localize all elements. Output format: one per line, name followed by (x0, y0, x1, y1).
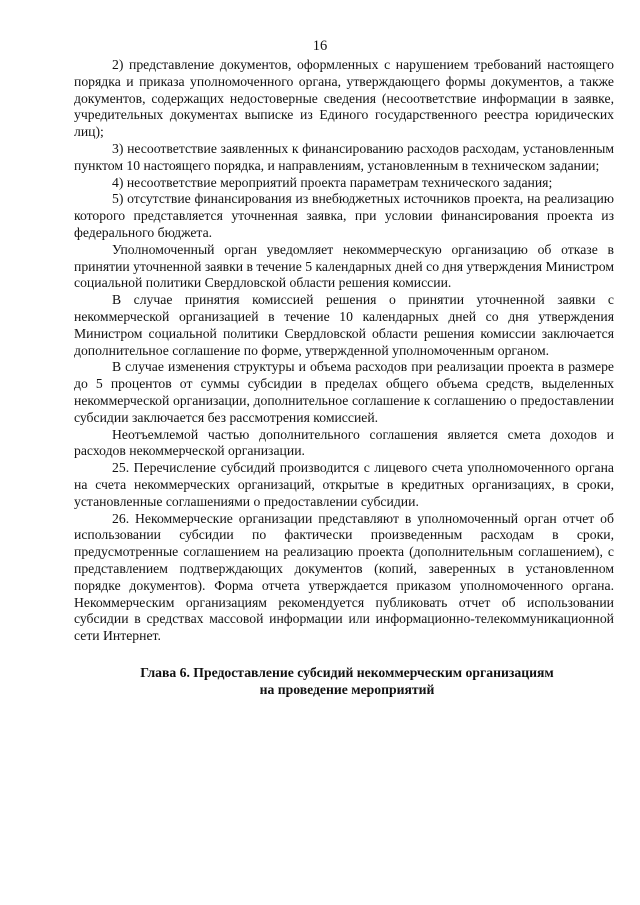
paragraph-item-5: 5) отсутствие финансирования из внебюджетных источников проекта, на реализацию которого представляется уточненная заявка, при условии финансирования проекта из федерального бюджета. (74, 191, 614, 240)
paragraph-item-2: 2) представление документов, оформленных с нарушением требований настоящего порядка и приказа уполномоченного органа, утверждающего формы документов, а также документов, содержащих недостоверные сведения (несоответствие информации в заявке, учредительных документах выписке из Единого государственного реестра юридических лиц); (74, 57, 614, 140)
paragraph-clause-25: 25. Перечисление субсидий производится с лицевого счета уполномоченного органа на счета некоммерческих организаций, открытые в кредитных организациях, в сроки, установленные соглашениями о предоставлении субсидии. (74, 460, 614, 509)
paragraph-refusal-notice: Уполномоченный орган уведомляет некоммерческую организацию об отказе в принятии уточненной заявки в течение 5 календарных дней со дня утверждения Министром социальной политики Свердловской области решения комиссии. (74, 241, 614, 291)
paragraph-additional-agreement: В случае принятия комиссией решения о принятии уточненной заявки с некоммерческой организацией в течение 10 календарных дней со дня утверждения Министром социальной политики Свердловской области решения комиссии заключается дополнительное соглашение по форме, утвержденной уполномоченным органом. (74, 292, 614, 358)
paragraph-structure-change: В случае изменения структуры и объема расходов при реализации проекта в размере до 5 процентов от суммы субсидии в пределах общего объема средств, выделенных некоммерческой организации, дополнительное соглашение к соглашению о предоставлении субсидии заключается без рассмотрения комиссией. (74, 359, 614, 425)
document-body (74, 57, 614, 698)
paragraph-clause-26: 26. Некоммерческие организации представляют в уполномоченный орган отчет об использовании субсидии по фактически произведенным расходам в сроки, предусмотренные соглашением на реализацию проекта (дополнительным соглашением), с представлением подтверждающих документов (копий, заверенных в установленном порядке документов). Форма отчета утверждается приказом уполномоченного органа. Некоммерческим организациям рекомендуется публиковать отчет об использовании субсидии в средствах массовой информации или информационно-телекоммуникационной сети Интернет. (74, 510, 614, 644)
paragraph-item-3: 3) несоответствие заявленных к финансированию расходов расходам, установленным пунктом 10 настоящего порядка, и направлениям, установленным в техническом задании; (74, 140, 614, 173)
paragraph-estimate: Неотъемлемой частью дополнительного соглашения является смета доходов и расходов некоммерческой организации. (74, 426, 614, 459)
chapter-heading-line-2: на проведение мероприятий (259, 681, 435, 697)
page-number: 16 (312, 38, 328, 54)
heading-spacer (74, 645, 614, 664)
paragraph-item-4: 4) несоответствие мероприятий проекта параметрам технического задания; (112, 174, 553, 190)
chapter-heading-line-1: Глава 6. Предоставление субсидий некоммерческим организациям (140, 664, 554, 680)
